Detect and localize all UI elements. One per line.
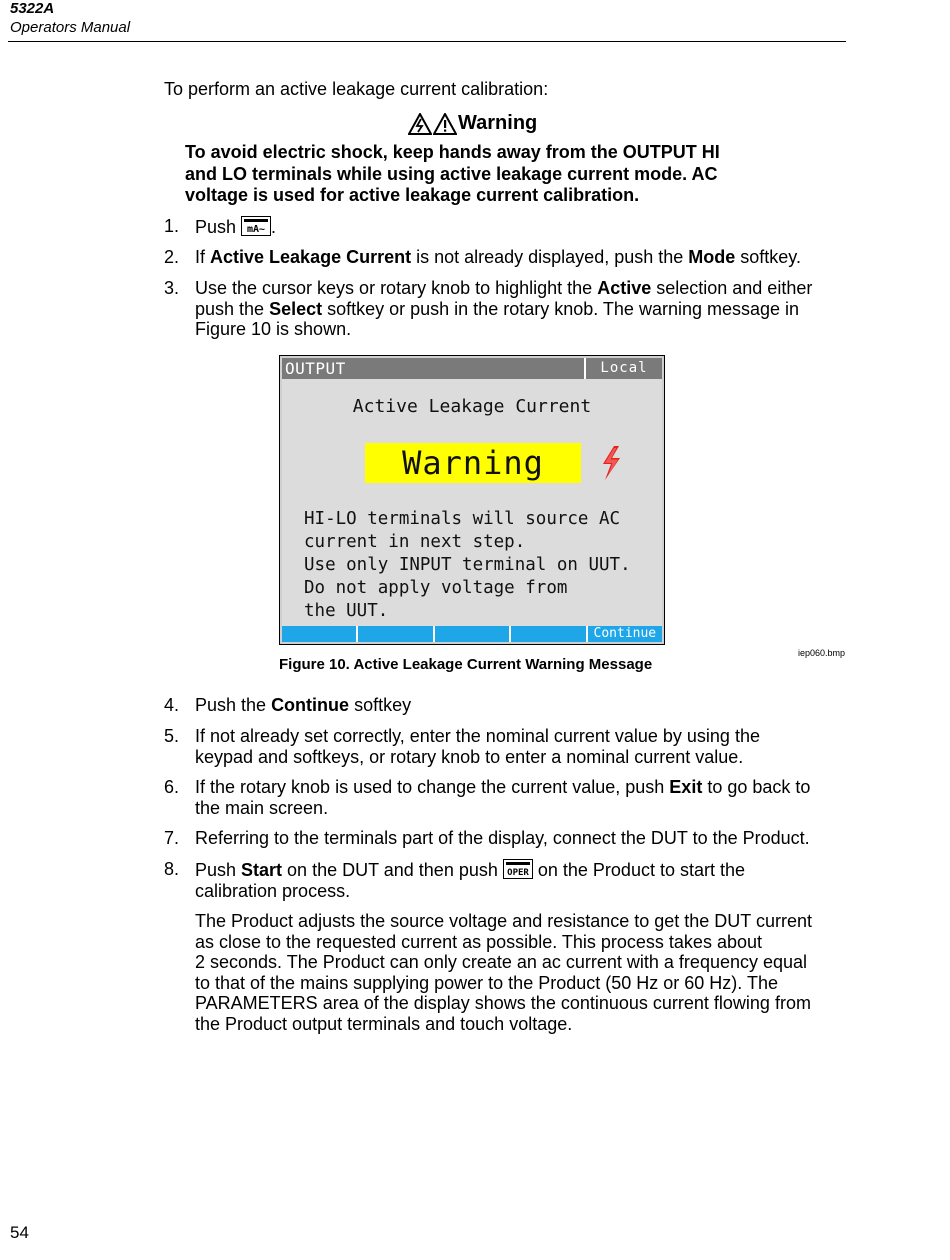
lcd-screen <box>282 358 662 642</box>
step-number: 1. <box>164 216 180 236</box>
step-body <box>195 278 812 340</box>
step-number: 5. <box>164 726 180 746</box>
paragraph-line: to that of the mains supplying power to the Product (50 Hz or 60 Hz). The <box>195 972 778 993</box>
step-body <box>195 777 810 818</box>
step-body <box>195 695 411 716</box>
step-text: Referring to the terminals part of the display, connect the DUT to the Product. <box>195 828 810 848</box>
step-bold: Active <box>597 278 652 298</box>
warning-title: Warning <box>458 112 538 134</box>
step-text: push the <box>195 298 270 319</box>
step-number: 7. <box>164 828 180 848</box>
step-text: Figure 10 is shown. <box>195 319 352 339</box>
paragraph-line: PARAMETERS area of the display shows the continuous current flowing from <box>195 993 811 1013</box>
lcd-status: Local <box>584 358 662 379</box>
step-text: Push the <box>195 695 272 715</box>
step-text: Push <box>195 860 242 880</box>
step-number: 6. <box>164 777 180 797</box>
step-text: . <box>271 217 277 237</box>
step-body <box>195 726 760 767</box>
step-number: 8. <box>164 859 180 879</box>
step-text: Use the cursor keys or rotary knob to highlight the <box>195 278 598 298</box>
step-text: softkey or push in the rotary knob. The warning message in <box>322 298 800 319</box>
warning-body <box>185 142 720 207</box>
oper-key-label: OPER <box>507 868 529 878</box>
oper-key-icon <box>503 859 533 879</box>
step-text: on the DUT and then push <box>282 860 503 880</box>
figure-filename: iep060.bmp <box>798 648 846 658</box>
step-bold: Continue <box>271 695 350 715</box>
softkey-3 <box>433 626 509 642</box>
step-bold: Active Leakage Current <box>210 247 412 267</box>
lcd-mode-label: Active Leakage Current <box>352 396 592 417</box>
lcd-message-line: Do not apply voltage from <box>304 578 568 598</box>
step-number: 2. <box>164 247 180 267</box>
step-number: 4. <box>164 695 180 715</box>
paragraph-line: as close to the requested current as possible. This process takes about <box>195 931 762 952</box>
lcd-warning-banner: Warning <box>365 443 581 483</box>
lcd-message-line: current in next step. <box>304 532 526 552</box>
warning-line: voltage is used for active leakage current calibration. <box>185 185 640 205</box>
caution-icon <box>433 113 457 135</box>
paragraph-line: the Product output terminals and touch voltage. <box>195 1013 573 1034</box>
step-bold: Select <box>269 298 323 319</box>
step-body <box>195 859 745 901</box>
lcd-screenshot-figure <box>279 355 665 645</box>
step-text: Push <box>195 217 242 237</box>
lcd-message-line: HI-LO terminals will source AC <box>304 509 621 529</box>
step-number: 3. <box>164 278 180 298</box>
softkey-continue: Continue <box>586 626 662 642</box>
step-body <box>195 828 810 849</box>
lightning-bolt-icon <box>600 446 622 480</box>
step-text: keypad and softkeys, or rotary knob to enter a nominal current value. <box>195 746 744 767</box>
lcd-message-line: Use only INPUT terminal on UUT. <box>304 555 631 575</box>
step-text: on the Product to start the <box>532 860 745 880</box>
header-divider <box>8 41 846 42</box>
step-text: If not already set correctly, enter the nominal current value by using the <box>195 726 760 746</box>
step-text: is not already displayed, push the <box>411 247 689 267</box>
ma-ac-key-label: mA~ <box>247 224 266 235</box>
lcd-title: OUTPUT <box>285 359 346 378</box>
step-text: selection and either <box>651 278 813 298</box>
explanation-paragraph <box>195 911 812 1034</box>
step-body <box>195 216 276 238</box>
step-text: softkey. <box>735 247 801 267</box>
lcd-title-bar <box>282 358 662 379</box>
figure-caption: Figure 10. Active Leakage Current Warning Message <box>279 656 653 673</box>
step-bold: Start <box>241 860 283 880</box>
step-text: softkey <box>349 695 412 715</box>
lcd-softkey-bar <box>282 626 662 642</box>
step-text: the main screen. <box>195 797 329 818</box>
softkey-4 <box>509 626 585 642</box>
ma-ac-key-icon <box>241 216 271 236</box>
step-bold: Exit <box>669 777 703 797</box>
step-text: If the rotary knob is used to change the current value, push <box>195 777 670 797</box>
step-text: to go back to <box>702 777 811 797</box>
step-body <box>195 247 801 268</box>
paragraph-line: The Product adjusts the source voltage and resistance to get the DUT current <box>195 911 813 931</box>
step-text: If <box>195 247 211 267</box>
step-bold: Mode <box>688 247 736 267</box>
paragraph-line: 2 seconds. The Product can only create an ac current with a frequency equal <box>195 952 808 972</box>
warning-line: and LO terminals while using active leakage current mode. AC <box>185 163 718 184</box>
softkey-2 <box>356 626 432 642</box>
manual-title: Operators Manual <box>10 19 131 36</box>
manual-model: 5322A <box>10 0 55 17</box>
lcd-message-line: the UUT. <box>304 601 389 621</box>
warning-line: To avoid electric shock, keep hands away from the OUTPUT HI <box>185 142 720 162</box>
page-number: 54 <box>10 1223 29 1242</box>
intro-text: To perform an active leakage current calibration: <box>164 79 549 99</box>
warning-heading <box>408 112 537 135</box>
softkey-1 <box>282 626 356 642</box>
lcd-message <box>304 508 631 623</box>
shock-hazard-icon <box>408 113 432 135</box>
step-text: calibration process. <box>195 880 351 901</box>
